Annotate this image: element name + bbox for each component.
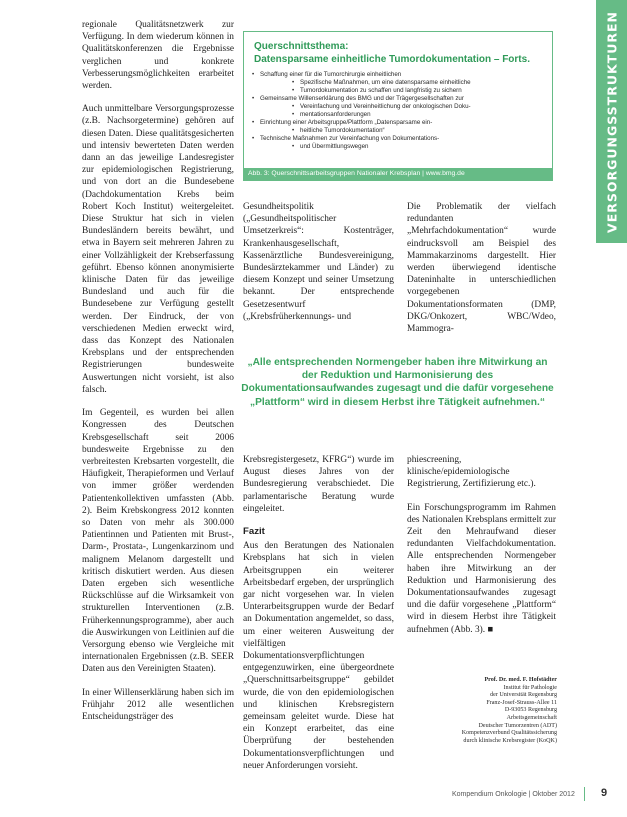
col3-top-paragraph: Die Problematik der vielfach redundanten „Mehrfachdokumentation“ wurde eindrucksvoll am Beispiel des Mammakarzinoms dargestellt. Hier werden überwiegend identische Dateninhalte in unterschiedlichen vorgegebenen Dokumentationsformaten (DMP, DKG/Onkozert, WBC/Wdeo, Mammogra- bbox=[407, 202, 556, 335]
info-box-bullet bbox=[252, 119, 542, 135]
section-tab bbox=[596, 0, 627, 243]
info-box-title bbox=[254, 40, 530, 66]
info-box-subbullet: • und Übermittlungswegen bbox=[292, 143, 542, 151]
info-box-bullet-text: Schaffung einer für die Tumorchirurgie einheitlichen bbox=[260, 71, 402, 78]
col3-bottom-paragraph-2-text: Ein Forschungsprogramm im Rahmen des Nationalen Krebsplans ermittelt zur Zeit den Mehraufwand dieser redundanten Vielfachdokumentation. Alle entsprechenden Normengeber haben ihre Mitwirkung an der Reduktion und Harmonisierung des Dokumentationsaufwandes zugesagt und die dafür vorgesehene „Plattform“ wird in diesem Herbst ihre Tätigkeit aufnehmen (Abb. 3). bbox=[407, 502, 556, 635]
author-signature bbox=[412, 677, 557, 745]
info-box-subbullet: • heitliche Tumordokumentation“ bbox=[292, 127, 542, 135]
info-box-bullet-text: Gemeinsame Willenserklärung des BMG und der Trägergesellschaften zur bbox=[260, 95, 464, 102]
author-affiliation-line: Deutscher Tumorzentren (ADT) bbox=[478, 722, 557, 729]
author-affiliation-line: Kompetenzverbund Qualitätssicherung bbox=[461, 730, 557, 737]
col1-paragraph-2: Auch unmittelbare Versorgungsprozesse (z.B. Nachsorgetermine) gehören auf diesen Daten. Diese qualitätsgesicherten und intensiv bewerteten Daten werden dann an das jeweilige Landesregister zur epidemiologischen Registrierung, und von dort an die Bundesebene (Dachdokumentation Krebs beim Robert Koch Institut) weitergeleitet. Diese Struktur hat sich in vielen Bundesländern bereits bewährt, und etwa in Bayern seit mehreren Jahren zu einer Vollzähligkeit der Krebserfassung geführt. Ebenso können anonymisierte klinische Daten für das jeweilige Bundesland und auch für die Bundesebene zur Verfügung gestellt werden. Der Eindruck, der von verschiedenen Medien erweckt wird, dass das Konzept des Nationalen Krebsplans und der entsprechenden Registrierungen bundesweite Auswertungen nicht vorsieht, ist also falsch. bbox=[82, 104, 234, 395]
info-box-bullet-text: Technische Maßnahmen zur Vereinfachung von Dokumentations- bbox=[260, 135, 440, 142]
author-affiliation-line: Franz-Josef-Strauss-Allee 11 bbox=[486, 699, 557, 706]
info-box-subline: • Tumordokumentation zu schaffen und langfristig zu sichern bbox=[292, 87, 542, 95]
footer-separator bbox=[584, 787, 585, 801]
author-affiliation-line: Institut für Pathologie bbox=[503, 684, 557, 691]
col2-top-paragraph: Gesundheitspolitik („Gesundheitspolitischer Umsetzerkreis“: Kostenträger, Krankenhausgesellschaft, Kassenärztliche Bundesvereinigung, Bundesärztekammer und Länder) zu diesem Konzept und seiner Umsetzung bekannt. Der entsprechende Gesetzesentwurf („Krebsfrüherkennungs- und bbox=[243, 202, 394, 322]
info-box-caption: Abb. 3: Querschnittsarbeitsgruppen Nationaler Krebsplan | www.bmg.de bbox=[244, 168, 552, 180]
col3-bottom-paragraph-2 bbox=[407, 502, 556, 636]
info-box-subline: • mentationsanforderungen bbox=[292, 111, 542, 119]
col2-bottom-paragraph-1: Krebsregistergesetz, KFRG“) wurde im August dieses Jahres von der Bundesregierung verabschiedet. Die parlamentarische Beratung wurde eingeleitet. bbox=[243, 455, 394, 514]
column-3-top bbox=[407, 201, 556, 346]
pull-quote: „Alle entsprechenden Normengeber haben ihre Mitwirkung an der Reduktion und Harmonisierung des Dokumentationsaufwandes zugesagt und die dafür vorgesehene „Plattform“ wird in diesem Herbst ihre Tätigkeit aufnehmen.“ bbox=[241, 357, 554, 408]
section-tab-label: VERSORGUNGSSTRUKTUREN bbox=[604, 10, 619, 233]
end-of-article-mark: ■ bbox=[487, 624, 494, 635]
column-2-bottom bbox=[243, 454, 394, 783]
author-affiliation-line: der Universität Regensburg bbox=[490, 692, 557, 699]
info-box-bullet bbox=[252, 71, 542, 95]
info-box-title-line-2: Datensparsame einheitliche Tumordokumentation – Forts. bbox=[254, 54, 530, 65]
col1-paragraph-1: regionale Qualitätsnetzwerk zur Verfügung. In dem wiederum können in Qualitätskonferenzen die Ergebnisse verglichen und konkrete Verbesserungsmöglichkeiten erarbeitet werden. bbox=[82, 20, 234, 92]
info-box-bullet bbox=[252, 95, 542, 119]
info-box-bullet-text: Einrichtung einer Arbeitsgruppe/Plattform „Datensparsame ein- bbox=[260, 119, 433, 126]
info-box-list bbox=[252, 71, 542, 151]
author-affiliation-line: D-93053 Regensburg bbox=[504, 707, 557, 714]
info-box-bullet bbox=[252, 135, 542, 151]
col2-bottom-paragraph-2: Aus den Beratungen des Nationalen Krebsplans hat sich in vielen Arbeitsgruppen ein weiterer Arbeitsbedarf ergeben, der ursprünglich gar nicht vorgesehen war. In vielen Unterarbeitsgruppen wurde der Bedarf an Dokumentation angemeldet, so dass, um einer weiteren Ausweitung der vielfältigen Dokumentationsverpflichtungen entgegenzuwirken, eine übergeordnete „Querschnittsarbeitsgruppe“ gebildet wurde, die von den epidemiologischen und klinischen Krebsregistern gemeinsam geleitet wurde. Diese hat ein Konzept erarbeitet, das eine Überprüfung der bestehenden Dokumentationsverpflichtungen und neuer Anforderungen vorsieht. bbox=[243, 541, 394, 771]
page-number: 9 bbox=[601, 787, 608, 799]
info-box bbox=[243, 31, 553, 181]
info-box-subbullet: • Vereinfachung und Vereinheitlichung der onkologischen Doku- bbox=[292, 103, 542, 111]
column-2-top bbox=[243, 201, 394, 334]
info-box-title-line-1: Querschnittsthema: bbox=[254, 41, 349, 52]
author-name: Prof. Dr. med. F. Hofstädter bbox=[484, 677, 557, 683]
footer-journal: Kompendium Onkologie | Oktober 2012 bbox=[452, 791, 575, 798]
author-affiliation-line: Arbeitsgemeinschaft bbox=[506, 714, 557, 721]
author-affiliation-line: durch klinische Krebsregister (KoQK) bbox=[463, 737, 557, 744]
col3-bottom-paragraph-1: phiescreening, klinische/epidemiologische Registrierung, Zertifizierung etc.). bbox=[407, 455, 536, 490]
column-1 bbox=[82, 19, 234, 734]
col1-paragraph-4: In einer Willenserklärung haben sich im Frühjahr 2012 alle wesentlichen Entscheidungsträger des bbox=[82, 687, 234, 722]
section-heading: Fazit bbox=[243, 526, 265, 538]
info-box-subbullet: • Spezifische Maßnahmen, um eine datensparsame einheitliche bbox=[292, 79, 542, 87]
column-3-bottom bbox=[407, 454, 556, 647]
col1-paragraph-3: Im Gegenteil, es wurden bei allen Kongressen des Deutschen Krebsgesellschaft seit 2006 bundesweite Ergebnisse zu den verbreitesten Krebsarten vorgestellt, die Häufigkeit, Therapieformen und Verlauf von immer größer werdenden Patientenkollektiven umfassten (Abb. 2). Beim Krebskongress 2012 konnten so Daten von mehr als 300.000 Patientinnen und Patienten mit Brust-, Darm-, Prostata-, Lungenkarzinom und malignem Melanom dargestellt und kritisch diskutiert werden. Aus diesen Daten ergeben sich wesentliche Rückschlüsse auf die Wirksamkeit von strukturellen Interventionen (z.B. Früherkennungsprogramme), aber auch die Auswirkungen von Leitlinien auf die Versorgung ebenso wie Vergleiche mit internationalen Ergebnissen (z.B. SEER Daten aus den Vereinigten Staaten). bbox=[82, 408, 234, 675]
